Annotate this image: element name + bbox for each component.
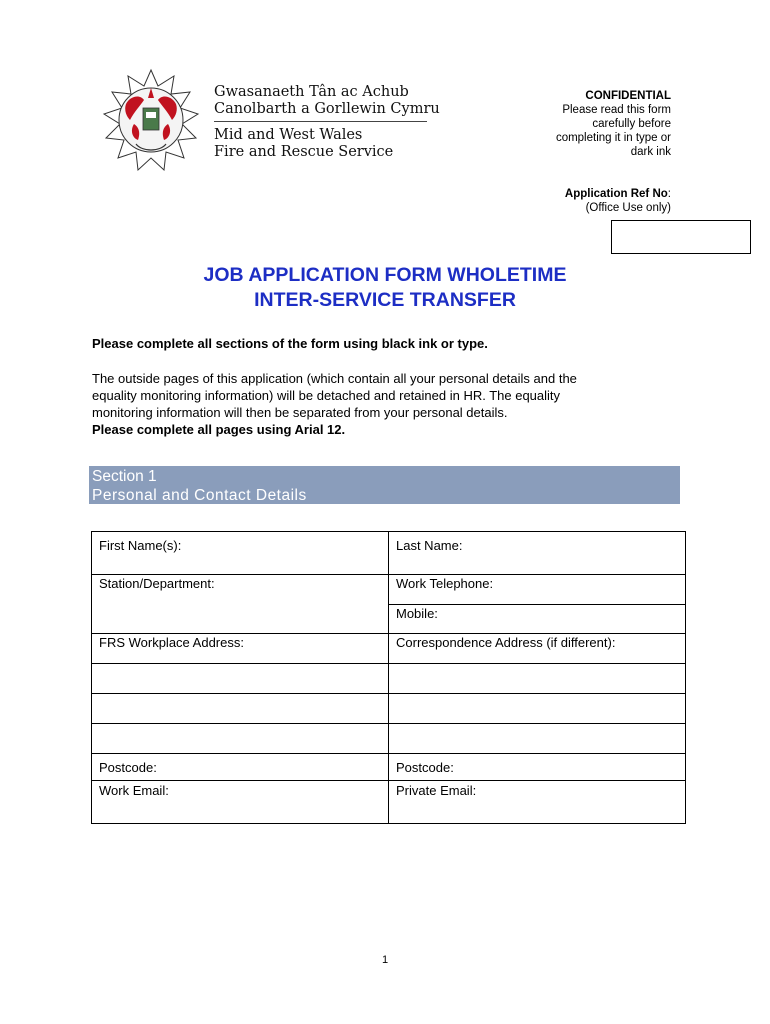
workplace-address-line[interactable] — [92, 724, 389, 754]
correspondence-address-line[interactable] — [389, 664, 686, 694]
app-ref-colon: : — [667, 188, 671, 200]
first-name-label: First Name(s): — [99, 538, 182, 553]
org-welsh-line1: Gwasanaeth Tân ac Achub — [214, 84, 409, 100]
mobile-label: Mobile: — [396, 606, 438, 621]
font-instruction: Please complete all pages using Arial 12. — [92, 422, 346, 437]
work-email-label: Work Email: — [99, 783, 169, 798]
org-name-english — [214, 127, 393, 161]
private-email-field[interactable] — [389, 781, 686, 824]
correspondence-address-line[interactable] — [389, 694, 686, 724]
work-telephone-label: Work Telephone: — [396, 576, 494, 591]
correspondence-address-line[interactable] — [389, 724, 686, 754]
work-email-field[interactable] — [92, 781, 389, 824]
section-number: Section 1 — [92, 468, 157, 485]
postcode-field-left[interactable] — [92, 754, 389, 781]
org-divider — [214, 121, 427, 122]
instruction-line: Please read this form — [562, 104, 671, 116]
application-ref-box[interactable] — [611, 220, 751, 254]
title-line1: JOB APPLICATION FORM WHOLETIME — [203, 264, 567, 286]
station-field[interactable] — [92, 575, 389, 634]
intro-paragraph — [92, 370, 682, 438]
section-title: Personal and Contact Details — [92, 487, 307, 504]
confidential-label: CONFIDENTIAL — [585, 90, 671, 102]
instruction-line: dark ink — [630, 146, 671, 158]
workplace-address-line[interactable] — [92, 664, 389, 694]
application-ref — [565, 187, 671, 215]
instruction-line: carefully before — [592, 118, 671, 130]
last-name-label: Last Name: — [396, 538, 463, 553]
page-number: 1 — [381, 954, 389, 966]
last-name-field[interactable] — [389, 532, 686, 575]
correspondence-address-field[interactable] — [389, 634, 686, 664]
workplace-address-line[interactable] — [92, 694, 389, 724]
instruction-line: completing it in type or — [555, 132, 671, 144]
intro-line: The outside pages of this application (which contain all your personal details and the — [92, 371, 577, 386]
confidential-notice — [556, 89, 671, 159]
mobile-field[interactable] — [389, 605, 686, 634]
title-line2: INTER-SERVICE TRANSFER — [254, 289, 516, 311]
fire-service-crest-logo — [96, 68, 206, 176]
personal-details-table — [91, 531, 686, 824]
first-name-field[interactable] — [92, 532, 389, 575]
section-header — [89, 466, 680, 504]
intro-line: monitoring information will then be separated from your personal details. — [92, 405, 508, 420]
org-english-line2: Fire and Rescue Service — [214, 144, 394, 160]
intro-line: equality monitoring information) will be detached and retained in HR. The equality — [92, 388, 561, 403]
station-label: Station/Department: — [99, 576, 215, 591]
postcode-label: Postcode: — [99, 760, 157, 775]
crest-icon — [96, 68, 206, 176]
org-english-line1: Mid and West Wales — [214, 127, 363, 143]
intro-instruction: Please complete all sections of the form using black ink or type. — [92, 336, 488, 351]
postcode-field-right[interactable] — [389, 754, 686, 781]
postcode-label: Postcode: — [396, 760, 454, 775]
private-email-label: Private Email: — [396, 783, 477, 798]
org-welsh-line2: Canolbarth a Gorllewin Cymru — [214, 101, 440, 117]
org-name-welsh — [214, 84, 440, 118]
workplace-address-label: FRS Workplace Address: — [99, 635, 244, 650]
app-ref-label: Application Ref No — [564, 188, 668, 200]
page-title — [0, 263, 770, 313]
work-telephone-field[interactable] — [389, 575, 686, 605]
office-use-note: (Office Use only) — [585, 202, 671, 214]
correspondence-address-label: Correspondence Address (if different): — [396, 635, 616, 650]
workplace-address-field[interactable] — [92, 634, 389, 664]
